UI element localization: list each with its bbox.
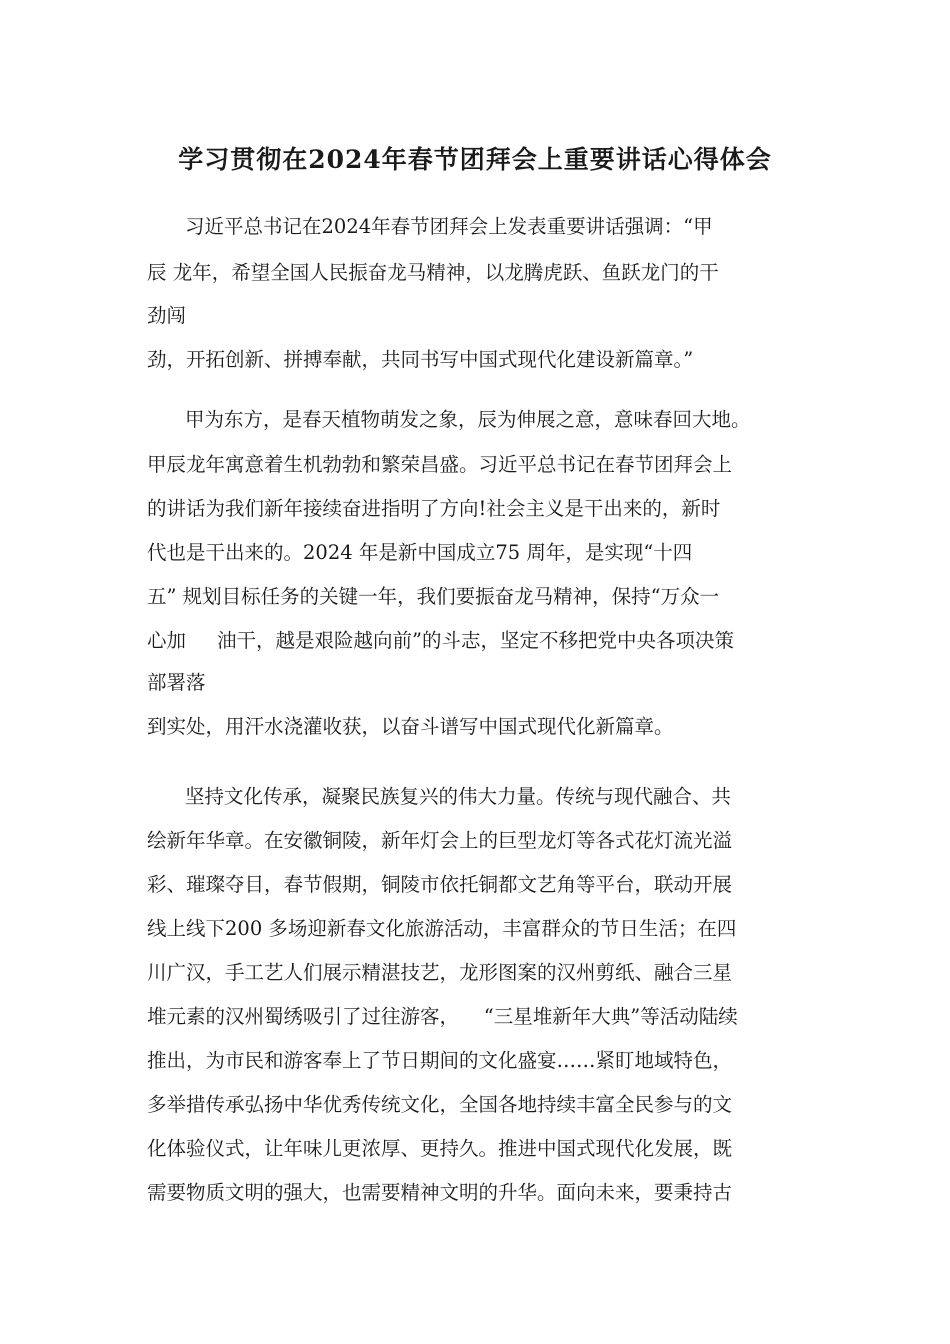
paragraph-3-line-1: 坚持文化传承，凝聚民族复兴的伟大力量。传统与现代融合、共 xyxy=(185,785,732,808)
paragraph-2-line-4: 代也是干出来的。2024 年是新中国成立75 周年，是实现“十四 xyxy=(147,541,693,564)
paragraph-3-line-6: 堆元素的汉州蜀绣吸引了过往游客， “三星堆新年大典”等活动陆续 xyxy=(147,1005,738,1028)
paragraph-2-line-8: 到实处，用汗水浇灌收获，以奋斗谱写中国式现代化新篇章。 xyxy=(147,715,674,738)
paragraph-2-line-1: 甲为东方，是春天植物萌发之象，辰为伸展之意，意味春回大地。 xyxy=(185,408,751,431)
paragraph-3-line-9: 化体验仪式，让年味儿更浓厚、更持久。推进中国式现代化发展，既 xyxy=(147,1137,733,1160)
paragraph-2-line-3: 的讲话为我们新年接续奋进指明了方向!社会主义是干出来的，新时 xyxy=(147,497,721,520)
paragraph-3-line-2: 绘新年华章。在安徽铜陵，新年灯会上的巨型龙灯等各式花灯流光溢 xyxy=(147,829,733,852)
paragraph-3-line-8: 多举措传承弘扬中华优秀传统文化，全国各地持续丰富全民参与的文 xyxy=(147,1093,733,1116)
paragraph-2-line-5: 五” 规划目标任务的关键一年，我们要振奋龙马精神，保持“万众一 xyxy=(147,585,720,608)
paragraph-1-line-4: 劲，开拓创新、拼搏奉献，共同书写中国式现代化建设新篇章。” xyxy=(147,348,694,371)
paragraph-3-line-10: 需要物质文明的强大，也需要精神文明的升华。面向未来，要秉持古 xyxy=(147,1181,733,1204)
paragraph-1-line-2: 辰 龙年，希望全国人民振奋龙马精神，以龙腾虎跃、鱼跃龙门的干 xyxy=(147,261,719,284)
paragraph-1-line-1: 习近平总书记在2024年春节团拜会上发表重要讲话强调：“甲 xyxy=(185,215,713,238)
paragraph-2-line-7: 部署落 xyxy=(147,671,206,694)
paragraph-3-line-3: 彩、璀璨夺目，春节假期，铜陵市依托铜都文艺角等平台，联动开展 xyxy=(147,873,733,896)
paragraph-3-line-7: 推出，为市民和游客奉上了节日期间的文化盛宴……紧盯地域特色， xyxy=(147,1049,733,1072)
paragraph-3-line-5: 川广汉，手工艺人们展示精湛技艺，龙形图案的汉州剪纸、融合三星 xyxy=(147,961,733,984)
paragraph-2-line-2: 甲辰龙年寓意着生机勃勃和繁荣昌盛。习近平总书记在春节团拜会上 xyxy=(147,453,733,476)
paragraph-3-line-4: 线上线下200 多场迎新春文化旅游活动，丰富群众的节日生活；在四 xyxy=(147,917,737,940)
paragraph-1-line-3: 劲闯 xyxy=(147,304,187,327)
paragraph-2-line-6: 心加 油干，越是艰险越向前”的斗志，坚定不移把党中央各项决策 xyxy=(147,629,734,652)
document-title: 学习贯彻在2024年春节团拜会上重要讲话心得体会 xyxy=(178,145,772,174)
